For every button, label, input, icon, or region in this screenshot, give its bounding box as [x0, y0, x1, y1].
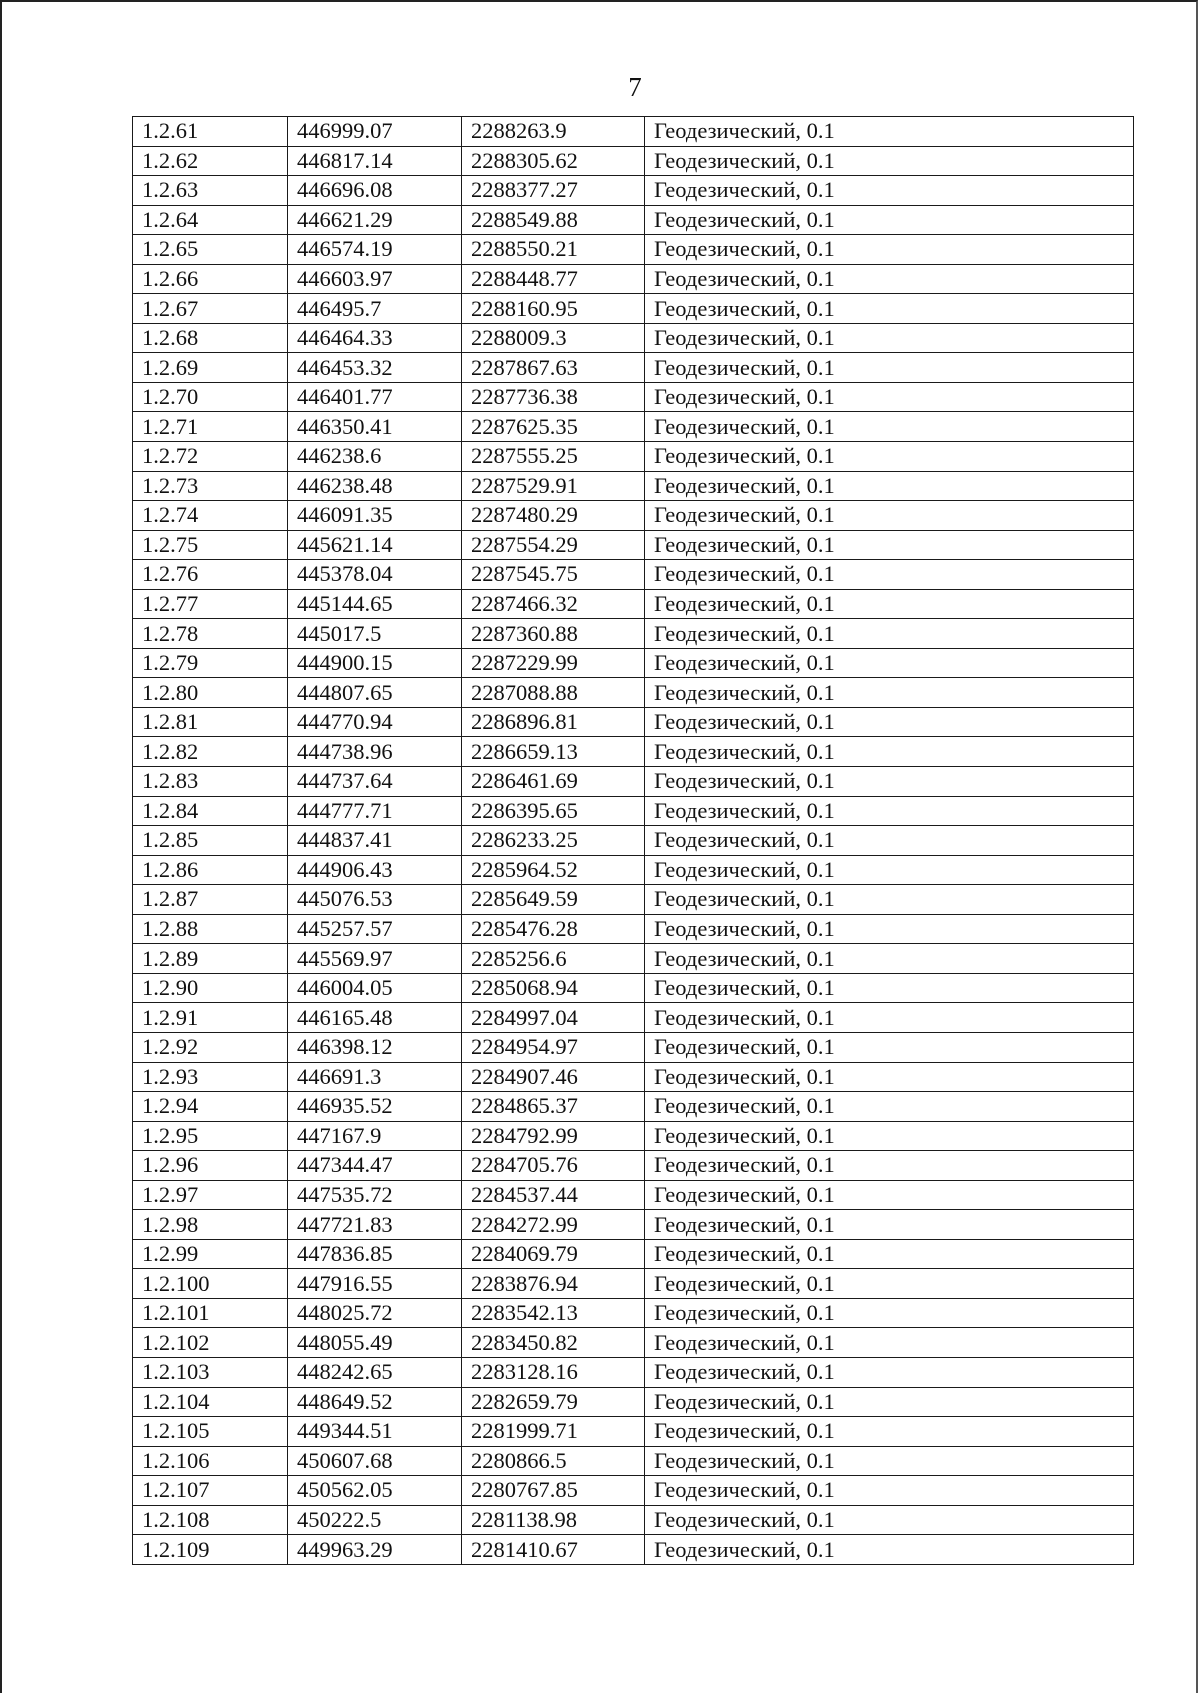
table-row [133, 1387, 1134, 1417]
x-coordinate-cell: 445144.65 [288, 589, 462, 619]
point-number-cell: 1.2.88 [133, 914, 288, 944]
table-row [133, 382, 1134, 412]
point-number-cell: 1.2.97 [133, 1180, 288, 1210]
x-coordinate-cell: 447535.72 [288, 1180, 462, 1210]
table-row [133, 412, 1134, 442]
table-row [133, 1062, 1134, 1092]
y-coordinate-cell: 2285476.28 [462, 914, 645, 944]
x-coordinate-cell: 446696.08 [288, 176, 462, 206]
y-coordinate-cell: 2284907.46 [462, 1062, 645, 1092]
point-number-cell: 1.2.84 [133, 796, 288, 826]
x-coordinate-cell: 444900.15 [288, 648, 462, 678]
table-row [133, 205, 1134, 235]
table-row [133, 944, 1134, 974]
x-coordinate-cell: 446817.14 [288, 146, 462, 176]
x-coordinate-cell: 448055.49 [288, 1328, 462, 1358]
point-number-cell: 1.2.103 [133, 1357, 288, 1387]
y-coordinate-cell: 2288448.77 [462, 264, 645, 294]
y-coordinate-cell: 2283128.16 [462, 1357, 645, 1387]
table-row [133, 294, 1134, 324]
point-number-cell: 1.2.94 [133, 1092, 288, 1122]
point-number-cell: 1.2.69 [133, 353, 288, 383]
method-accuracy-cell: Геодезический, 0.1 [645, 1476, 1134, 1506]
method-accuracy-cell: Геодезический, 0.1 [645, 501, 1134, 531]
point-number-cell: 1.2.82 [133, 737, 288, 767]
method-accuracy-cell: Геодезический, 0.1 [645, 471, 1134, 501]
table-row [133, 560, 1134, 590]
y-coordinate-cell: 2287088.88 [462, 678, 645, 708]
x-coordinate-cell: 444770.94 [288, 707, 462, 737]
table-row [133, 1032, 1134, 1062]
point-number-cell: 1.2.86 [133, 855, 288, 885]
x-coordinate-cell: 446401.77 [288, 382, 462, 412]
x-coordinate-cell: 444777.71 [288, 796, 462, 826]
y-coordinate-cell: 2288263.9 [462, 117, 645, 147]
method-accuracy-cell: Геодезический, 0.1 [645, 323, 1134, 353]
y-coordinate-cell: 2285964.52 [462, 855, 645, 885]
table-row [133, 1417, 1134, 1447]
point-number-cell: 1.2.102 [133, 1328, 288, 1358]
method-accuracy-cell: Геодезический, 0.1 [645, 1032, 1134, 1062]
x-coordinate-cell: 446621.29 [288, 205, 462, 235]
x-coordinate-cell: 447167.9 [288, 1121, 462, 1151]
point-number-cell: 1.2.61 [133, 117, 288, 147]
y-coordinate-cell: 2288549.88 [462, 205, 645, 235]
point-number-cell: 1.2.89 [133, 944, 288, 974]
method-accuracy-cell: Геодезический, 0.1 [645, 264, 1134, 294]
table-row [133, 1180, 1134, 1210]
table-row [133, 1298, 1134, 1328]
point-number-cell: 1.2.66 [133, 264, 288, 294]
x-coordinate-cell: 445017.5 [288, 619, 462, 649]
x-coordinate-cell: 444737.64 [288, 767, 462, 797]
x-coordinate-cell: 444837.41 [288, 826, 462, 856]
y-coordinate-cell: 2287529.91 [462, 471, 645, 501]
y-coordinate-cell: 2286659.13 [462, 737, 645, 767]
table-row [133, 1239, 1134, 1269]
y-coordinate-cell: 2286233.25 [462, 826, 645, 856]
y-coordinate-cell: 2282659.79 [462, 1387, 645, 1417]
point-number-cell: 1.2.105 [133, 1417, 288, 1447]
point-number-cell: 1.2.98 [133, 1210, 288, 1240]
method-accuracy-cell: Геодезический, 0.1 [645, 826, 1134, 856]
method-accuracy-cell: Геодезический, 0.1 [645, 442, 1134, 472]
x-coordinate-cell: 448242.65 [288, 1357, 462, 1387]
method-accuracy-cell: Геодезический, 0.1 [645, 294, 1134, 324]
point-number-cell: 1.2.104 [133, 1387, 288, 1417]
x-coordinate-cell: 446574.19 [288, 235, 462, 265]
table-row [133, 1357, 1134, 1387]
point-number-cell: 1.2.65 [133, 235, 288, 265]
point-number-cell: 1.2.91 [133, 1003, 288, 1033]
y-coordinate-cell: 2288377.27 [462, 176, 645, 206]
point-number-cell: 1.2.77 [133, 589, 288, 619]
method-accuracy-cell: Геодезический, 0.1 [645, 1417, 1134, 1447]
x-coordinate-cell: 444807.65 [288, 678, 462, 708]
method-accuracy-cell: Геодезический, 0.1 [645, 176, 1134, 206]
y-coordinate-cell: 2284069.79 [462, 1239, 645, 1269]
table-row [133, 117, 1134, 147]
table-row [133, 1121, 1134, 1151]
y-coordinate-cell: 2288550.21 [462, 235, 645, 265]
method-accuracy-cell: Геодезический, 0.1 [645, 1180, 1134, 1210]
point-number-cell: 1.2.67 [133, 294, 288, 324]
y-coordinate-cell: 2286395.65 [462, 796, 645, 826]
method-accuracy-cell: Геодезический, 0.1 [645, 796, 1134, 826]
method-accuracy-cell: Геодезический, 0.1 [645, 560, 1134, 590]
method-accuracy-cell: Геодезический, 0.1 [645, 885, 1134, 915]
method-accuracy-cell: Геодезический, 0.1 [645, 1239, 1134, 1269]
point-number-cell: 1.2.75 [133, 530, 288, 560]
y-coordinate-cell: 2284272.99 [462, 1210, 645, 1240]
point-number-cell: 1.2.81 [133, 707, 288, 737]
method-accuracy-cell: Геодезический, 0.1 [645, 914, 1134, 944]
table-row [133, 914, 1134, 944]
method-accuracy-cell: Геодезический, 0.1 [645, 767, 1134, 797]
table-row [133, 973, 1134, 1003]
x-coordinate-cell: 449963.29 [288, 1535, 462, 1565]
table-row [133, 1328, 1134, 1358]
table-row [133, 885, 1134, 915]
method-accuracy-cell: Геодезический, 0.1 [645, 1298, 1134, 1328]
y-coordinate-cell: 2287736.38 [462, 382, 645, 412]
x-coordinate-cell: 446165.48 [288, 1003, 462, 1033]
table-row [133, 1535, 1134, 1565]
y-coordinate-cell: 2280767.85 [462, 1476, 645, 1506]
table-row [133, 323, 1134, 353]
y-coordinate-cell: 2281410.67 [462, 1535, 645, 1565]
method-accuracy-cell: Геодезический, 0.1 [645, 648, 1134, 678]
x-coordinate-cell: 446350.41 [288, 412, 462, 442]
x-coordinate-cell: 444738.96 [288, 737, 462, 767]
table-row [133, 1476, 1134, 1506]
x-coordinate-cell: 444906.43 [288, 855, 462, 885]
method-accuracy-cell: Геодезический, 0.1 [645, 707, 1134, 737]
table-row [133, 530, 1134, 560]
table-row [133, 826, 1134, 856]
table-row [133, 619, 1134, 649]
point-number-cell: 1.2.80 [133, 678, 288, 708]
table-row [133, 589, 1134, 619]
method-accuracy-cell: Геодезический, 0.1 [645, 589, 1134, 619]
table-row [133, 501, 1134, 531]
table-row [133, 707, 1134, 737]
table-row [133, 1003, 1134, 1033]
point-number-cell: 1.2.76 [133, 560, 288, 590]
x-coordinate-cell: 446935.52 [288, 1092, 462, 1122]
x-coordinate-cell: 445076.53 [288, 885, 462, 915]
table-row [133, 1269, 1134, 1299]
point-number-cell: 1.2.85 [133, 826, 288, 856]
y-coordinate-cell: 2287867.63 [462, 353, 645, 383]
y-coordinate-cell: 2284997.04 [462, 1003, 645, 1033]
x-coordinate-cell: 447916.55 [288, 1269, 462, 1299]
point-number-cell: 1.2.87 [133, 885, 288, 915]
x-coordinate-cell: 448649.52 [288, 1387, 462, 1417]
point-number-cell: 1.2.95 [133, 1121, 288, 1151]
point-number-cell: 1.2.96 [133, 1151, 288, 1181]
y-coordinate-cell: 2283450.82 [462, 1328, 645, 1358]
method-accuracy-cell: Геодезический, 0.1 [645, 205, 1134, 235]
method-accuracy-cell: Геодезический, 0.1 [645, 619, 1134, 649]
method-accuracy-cell: Геодезический, 0.1 [645, 678, 1134, 708]
point-number-cell: 1.2.106 [133, 1446, 288, 1476]
method-accuracy-cell: Геодезический, 0.1 [645, 1328, 1134, 1358]
y-coordinate-cell: 2285256.6 [462, 944, 645, 974]
point-number-cell: 1.2.62 [133, 146, 288, 176]
y-coordinate-cell: 2287625.35 [462, 412, 645, 442]
table-row [133, 353, 1134, 383]
method-accuracy-cell: Геодезический, 0.1 [645, 1446, 1134, 1476]
method-accuracy-cell: Геодезический, 0.1 [645, 1092, 1134, 1122]
table-row [133, 146, 1134, 176]
y-coordinate-cell: 2286461.69 [462, 767, 645, 797]
point-number-cell: 1.2.90 [133, 973, 288, 1003]
method-accuracy-cell: Геодезический, 0.1 [645, 1062, 1134, 1092]
point-number-cell: 1.2.78 [133, 619, 288, 649]
y-coordinate-cell: 2288305.62 [462, 146, 645, 176]
table-row [133, 648, 1134, 678]
y-coordinate-cell: 2287554.29 [462, 530, 645, 560]
method-accuracy-cell: Геодезический, 0.1 [645, 1003, 1134, 1033]
y-coordinate-cell: 2281999.71 [462, 1417, 645, 1447]
table-row [133, 796, 1134, 826]
x-coordinate-cell: 446464.33 [288, 323, 462, 353]
x-coordinate-cell: 446398.12 [288, 1032, 462, 1062]
method-accuracy-cell: Геодезический, 0.1 [645, 1210, 1134, 1240]
x-coordinate-cell: 446004.05 [288, 973, 462, 1003]
y-coordinate-cell: 2286896.81 [462, 707, 645, 737]
table-row [133, 471, 1134, 501]
table-row [133, 176, 1134, 206]
y-coordinate-cell: 2287555.25 [462, 442, 645, 472]
method-accuracy-cell: Геодезический, 0.1 [645, 146, 1134, 176]
x-coordinate-cell: 450607.68 [288, 1446, 462, 1476]
point-number-cell: 1.2.64 [133, 205, 288, 235]
point-number-cell: 1.2.70 [133, 382, 288, 412]
y-coordinate-cell: 2284705.76 [462, 1151, 645, 1181]
x-coordinate-cell: 446603.97 [288, 264, 462, 294]
y-coordinate-cell: 2284792.99 [462, 1121, 645, 1151]
point-number-cell: 1.2.92 [133, 1032, 288, 1062]
y-coordinate-cell: 2280866.5 [462, 1446, 645, 1476]
point-number-cell: 1.2.68 [133, 323, 288, 353]
x-coordinate-cell: 446091.35 [288, 501, 462, 531]
method-accuracy-cell: Геодезический, 0.1 [645, 1269, 1134, 1299]
y-coordinate-cell: 2285649.59 [462, 885, 645, 915]
method-accuracy-cell: Геодезический, 0.1 [645, 117, 1134, 147]
table-row [133, 767, 1134, 797]
x-coordinate-cell: 447721.83 [288, 1210, 462, 1240]
y-coordinate-cell: 2284537.44 [462, 1180, 645, 1210]
point-number-cell: 1.2.74 [133, 501, 288, 531]
method-accuracy-cell: Геодезический, 0.1 [645, 530, 1134, 560]
page-number: 7 [628, 72, 642, 102]
x-coordinate-cell: 449344.51 [288, 1417, 462, 1447]
y-coordinate-cell: 2287466.32 [462, 589, 645, 619]
method-accuracy-cell: Геодезический, 0.1 [645, 353, 1134, 383]
y-coordinate-cell: 2284865.37 [462, 1092, 645, 1122]
x-coordinate-cell: 445257.57 [288, 914, 462, 944]
table-row [133, 1505, 1134, 1535]
table-row [133, 1092, 1134, 1122]
x-coordinate-cell: 447344.47 [288, 1151, 462, 1181]
table-row [133, 1446, 1134, 1476]
method-accuracy-cell: Геодезический, 0.1 [645, 412, 1134, 442]
point-number-cell: 1.2.72 [133, 442, 288, 472]
y-coordinate-cell: 2287229.99 [462, 648, 645, 678]
table-row [133, 855, 1134, 885]
x-coordinate-cell: 446453.32 [288, 353, 462, 383]
method-accuracy-cell: Геодезический, 0.1 [645, 382, 1134, 412]
point-number-cell: 1.2.107 [133, 1476, 288, 1506]
table-row [133, 737, 1134, 767]
table-row [133, 1210, 1134, 1240]
x-coordinate-cell: 446691.3 [288, 1062, 462, 1092]
table-row [133, 235, 1134, 265]
point-number-cell: 1.2.100 [133, 1269, 288, 1299]
point-number-cell: 1.2.99 [133, 1239, 288, 1269]
coordinates-table [132, 116, 1134, 1565]
coordinates-table-body [133, 117, 1134, 1565]
y-coordinate-cell: 2288009.3 [462, 323, 645, 353]
point-number-cell: 1.2.71 [133, 412, 288, 442]
y-coordinate-cell: 2285068.94 [462, 973, 645, 1003]
point-number-cell: 1.2.83 [133, 767, 288, 797]
method-accuracy-cell: Геодезический, 0.1 [645, 737, 1134, 767]
x-coordinate-cell: 445569.97 [288, 944, 462, 974]
point-number-cell: 1.2.101 [133, 1298, 288, 1328]
x-coordinate-cell: 450222.5 [288, 1505, 462, 1535]
method-accuracy-cell: Геодезический, 0.1 [645, 235, 1134, 265]
x-coordinate-cell: 446999.07 [288, 117, 462, 147]
y-coordinate-cell: 2287480.29 [462, 501, 645, 531]
method-accuracy-cell: Геодезический, 0.1 [645, 1151, 1134, 1181]
method-accuracy-cell: Геодезический, 0.1 [645, 1357, 1134, 1387]
method-accuracy-cell: Геодезический, 0.1 [645, 1121, 1134, 1151]
table-row [133, 442, 1134, 472]
method-accuracy-cell: Геодезический, 0.1 [645, 855, 1134, 885]
point-number-cell: 1.2.63 [133, 176, 288, 206]
point-number-cell: 1.2.73 [133, 471, 288, 501]
y-coordinate-cell: 2281138.98 [462, 1505, 645, 1535]
x-coordinate-cell: 450562.05 [288, 1476, 462, 1506]
y-coordinate-cell: 2283542.13 [462, 1298, 645, 1328]
point-number-cell: 1.2.109 [133, 1535, 288, 1565]
point-number-cell: 1.2.93 [133, 1062, 288, 1092]
method-accuracy-cell: Геодезический, 0.1 [645, 1535, 1134, 1565]
x-coordinate-cell: 447836.85 [288, 1239, 462, 1269]
x-coordinate-cell: 445621.14 [288, 530, 462, 560]
x-coordinate-cell: 446238.48 [288, 471, 462, 501]
table-row [133, 678, 1134, 708]
table-row [133, 264, 1134, 294]
y-coordinate-cell: 2288160.95 [462, 294, 645, 324]
method-accuracy-cell: Геодезический, 0.1 [645, 973, 1134, 1003]
method-accuracy-cell: Геодезический, 0.1 [645, 1387, 1134, 1417]
table-row [133, 1151, 1134, 1181]
y-coordinate-cell: 2283876.94 [462, 1269, 645, 1299]
x-coordinate-cell: 445378.04 [288, 560, 462, 590]
method-accuracy-cell: Геодезический, 0.1 [645, 944, 1134, 974]
x-coordinate-cell: 446495.7 [288, 294, 462, 324]
x-coordinate-cell: 446238.6 [288, 442, 462, 472]
x-coordinate-cell: 448025.72 [288, 1298, 462, 1328]
y-coordinate-cell: 2287545.75 [462, 560, 645, 590]
point-number-cell: 1.2.79 [133, 648, 288, 678]
y-coordinate-cell: 2287360.88 [462, 619, 645, 649]
y-coordinate-cell: 2284954.97 [462, 1032, 645, 1062]
point-number-cell: 1.2.108 [133, 1505, 288, 1535]
method-accuracy-cell: Геодезический, 0.1 [645, 1505, 1134, 1535]
